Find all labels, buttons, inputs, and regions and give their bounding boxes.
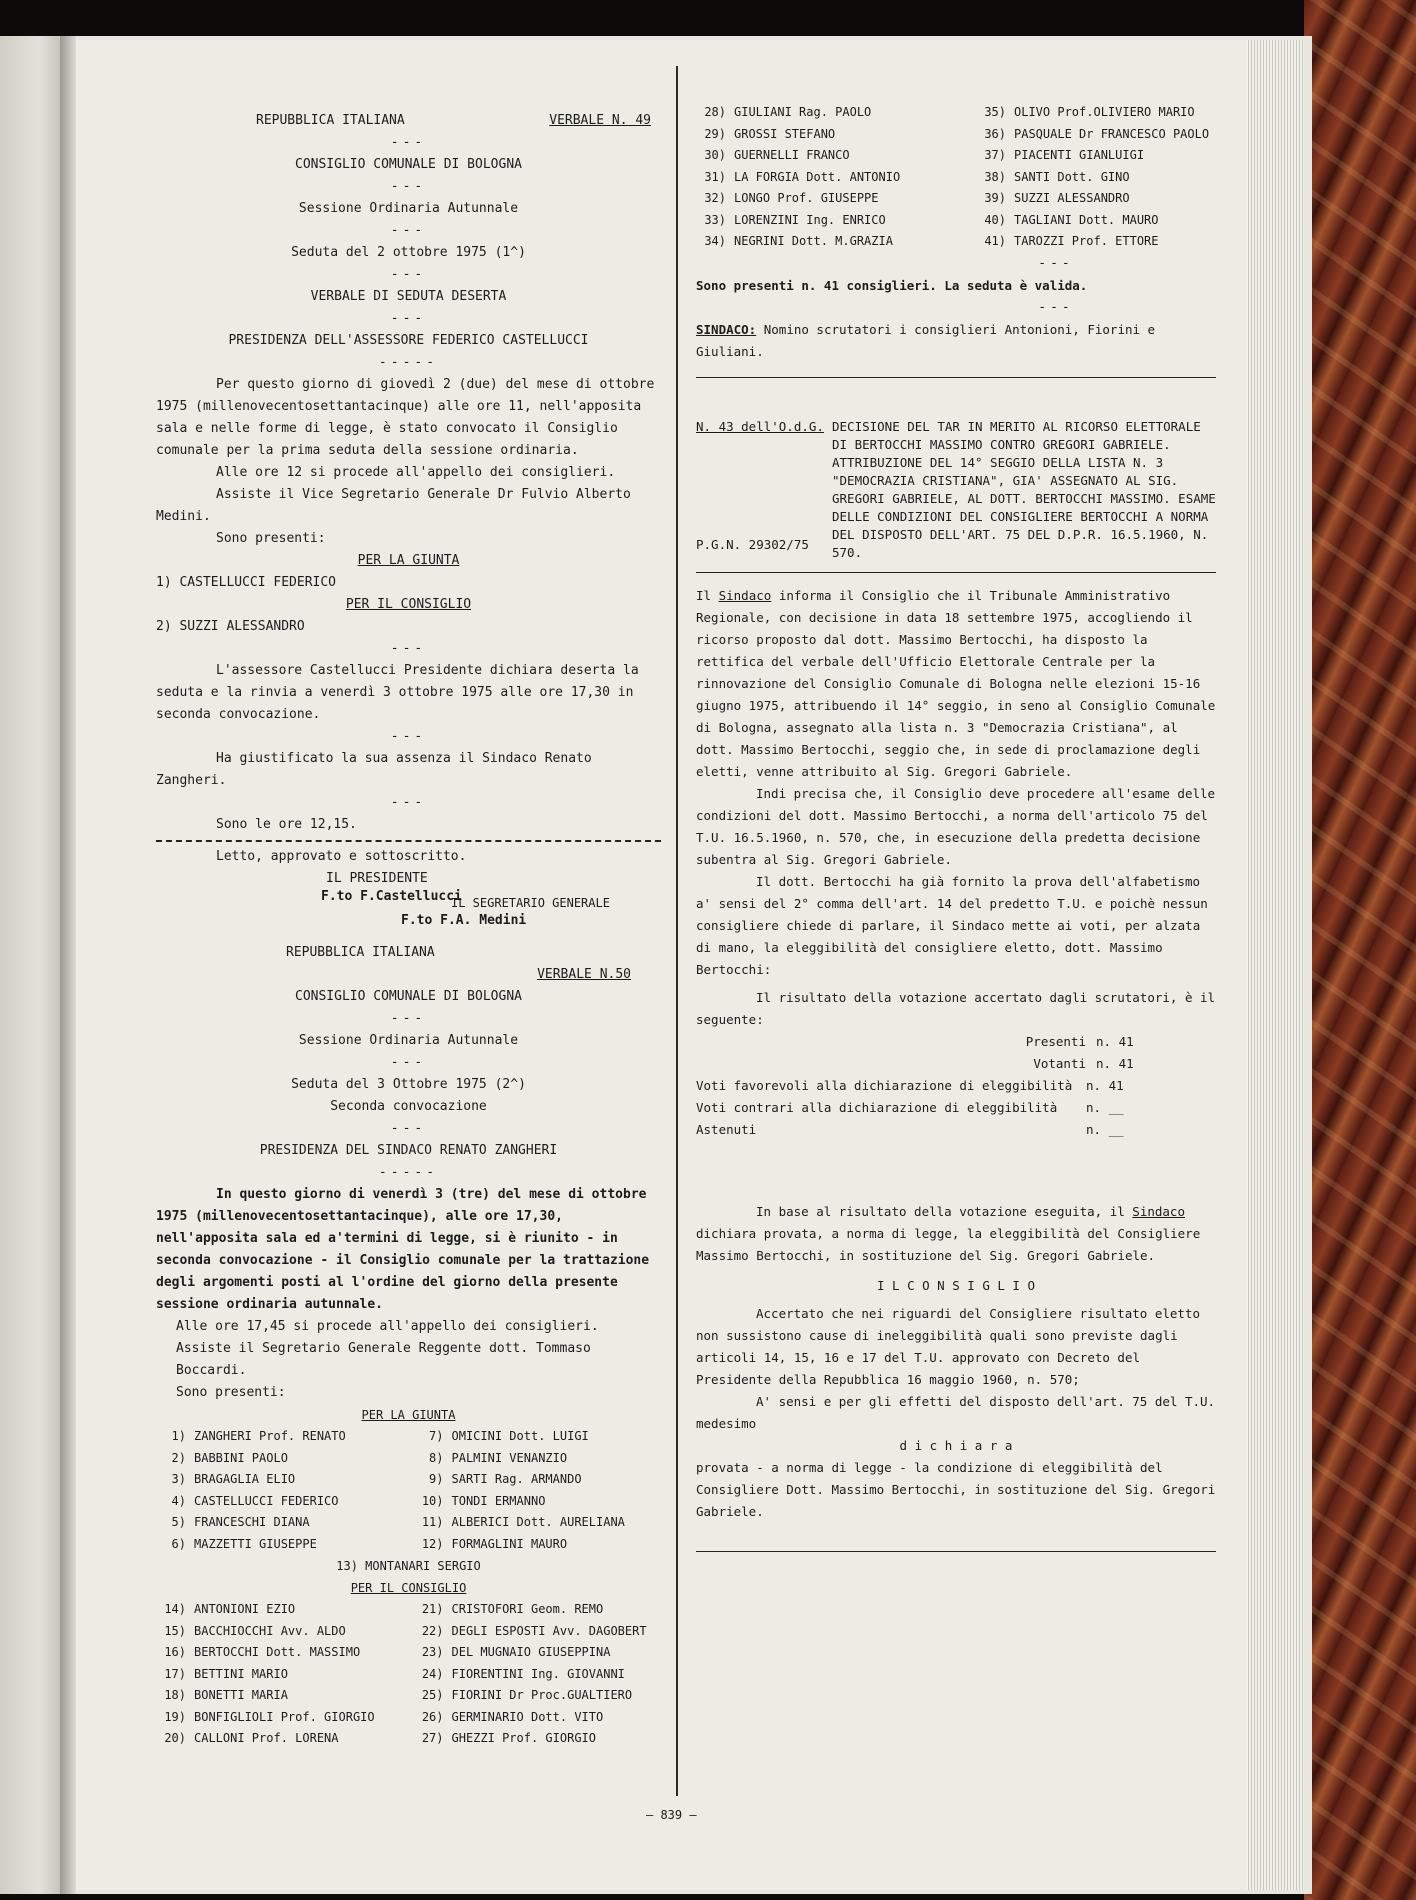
list-item-number: 25) xyxy=(421,1688,444,1702)
list-item xyxy=(156,1512,404,1534)
list-item xyxy=(156,1426,404,1448)
list-item xyxy=(414,1599,662,1621)
list-item-name: DEGLI ESPOSTI Avv. DAGOBERT xyxy=(451,1623,647,1638)
list-item xyxy=(414,1491,662,1513)
list-item-name: BONFIGLIOLI Prof. GIORGIO xyxy=(194,1709,375,1724)
list-item-number: 27) xyxy=(421,1731,444,1745)
list-item xyxy=(696,102,966,124)
list-item-number: 1) xyxy=(171,1429,186,1443)
list-item-number: 34) xyxy=(704,234,726,248)
list-item-number: 10) xyxy=(421,1493,444,1508)
sindaco-label: SINDACO: xyxy=(696,321,757,337)
signature-block xyxy=(156,868,661,934)
vote-count: n. 41 xyxy=(1096,1033,1134,1049)
agenda-text: DECISIONE DEL TAR IN MERITO AL RICORSO ELETTORALE DI BERTOCCHI MASSIMO CONTRO GREGORI GABRIELE. ATTRIBUZIONE DEL 14° SEGGIO DELLA LISTA N. 3 "DEMOCRAZIA CRISTIANA", GIA' ASSEGNATO AL SIG. GREGORI GABRIELE, AL DOTT. BERTOCCHI MASSIMO. ESAME DELLE CONDIZIONI DEL CONSIGLIERE BERTOCCHI A NORMA DEL DISPOSTO DELL'ART. 75 DEL D.P.R. 16.5.1960, N. 570. xyxy=(832,418,1216,560)
list-item-number: 33) xyxy=(704,212,726,227)
list-item-name: CALLONI Prof. LORENA xyxy=(194,1731,339,1745)
list-item xyxy=(976,167,1216,189)
list-item xyxy=(156,1685,404,1707)
list-item xyxy=(976,102,1216,124)
list-item xyxy=(414,1534,662,1556)
list-item-number: 20) xyxy=(164,1731,186,1745)
list-item-name: OMICINI Dott. LUIGI xyxy=(451,1429,589,1443)
paragraph: provata - a norma di legge - la condizione di eleggibilità del Consigliere Dott. Massimo Bertocchi, in sostituzione del Sig. Gregori Gabriele. xyxy=(696,1459,1216,1519)
list-item xyxy=(156,1664,404,1686)
list-item-name: FRANCESCHI DIANA xyxy=(194,1515,310,1529)
list-item-name: MAZZETTI GIUSEPPE xyxy=(194,1536,317,1551)
list-item xyxy=(156,1642,404,1664)
list-item xyxy=(976,231,1216,253)
vote-row xyxy=(696,1119,1216,1141)
republic-heading: REPUBBLICA ITALIANA xyxy=(286,945,435,960)
page-stack-edges xyxy=(1246,40,1304,1890)
list-item-number: 5) xyxy=(171,1515,186,1529)
list-item-name: SARTI Rag. ARMANDO xyxy=(451,1472,582,1486)
vote-label: Astenuti xyxy=(696,1121,757,1137)
list-item-name: GERMINARIO Dott. VITO xyxy=(451,1709,604,1724)
list-item-name: BRAGAGLIA ELIO xyxy=(194,1472,296,1486)
list-item xyxy=(976,188,1216,210)
list-item xyxy=(976,145,1216,167)
verbale-number: VERBALE N.50 xyxy=(537,967,631,982)
list-item-name: PIACENTI GIANLUIGI xyxy=(1014,148,1145,162)
vote-row xyxy=(696,1075,1216,1097)
list-item: 2) SUZZI ALESSANDRO xyxy=(156,619,305,634)
consiglio-label: PER IL CONSIGLIO xyxy=(345,597,472,612)
paragraph: In questo giorno di venerdì 3 (tre) del mese di ottobre 1975 (millenovecentosettantacinque), alle ore 17,30, nell'apposita sala ed a'termini di legge, si è riunito - in seconda convocazione - il Consiglio comunale per la trattazione degli argomenti posti al l'ordine del giorno della presente sessione ordinaria autunnale. xyxy=(156,1187,650,1312)
list-item xyxy=(696,124,966,146)
presidency-heading: PRESIDENZA DEL SINDACO RENATO ZANGHERI xyxy=(259,1143,558,1158)
list-item xyxy=(414,1426,662,1448)
list-item-number: 28) xyxy=(704,105,726,119)
list-item-name: NEGRINI Dott. M.GRAZIA xyxy=(734,234,893,248)
book-gutter xyxy=(60,36,76,1894)
vote-row xyxy=(696,1053,1216,1075)
list-item-number: 12) xyxy=(421,1536,444,1551)
right-column: 28) GIULIANI Rag. PAOLO 35) OLIVO Prof.OLIVIERO MARIO 29) GROSSI STEFANO 36) PASQUALE Dr FRANCESCO PAOLO 30) GUERNELLI FRANCO 37) PIACENTI GIANLUIGI 31) LA FORGIA Dott. ANTONIO 38) SANTI Dott. GINO 32) LONGO Prof. GIUSEPPE 39) SUZZI ALESSANDRO 33) LORENZINI Ing. ENRICO 40) TAGLIANI Dott. MAURO 34) NEGRINI Dott. M.GRAZIA 41) TAROZZI Prof. ETTORE --- Sono presenti n. 41 consiglieri. La seduta è valida. --- SINDACO: Nomino scrutatori i consiglieri Antonioni, Fiorini e Giuliani. N. 43 dell'O.d.G. P.G.N. 29302/75 DECISIONE DEL TAR IN MERITO AL RICORSO ELETTORALE DI BERTOCCHI MASSIMO CONTRO GREGORI GABRIELE. ATTRIBUZIONE DEL 14° SEGGIO DELLA LISTA N. 3 "DEMOCRAZIA CRISTIANA", GIA' ASSEGNATO AL SIG. GREGORI GABRIELE, AL DOTT. BERTOCCHI MASSIMO. ESAME DELLE CONDIZIONI DEL CONSIGLIERE BERTOCCHI A NORMA DEL DISPOSTO DELL'ART. 75 DEL D.P.R. 16.5.1960, N. 570. Il Sindaco informa il Consiglio che il Tribunale Amministrativo Regionale, con decisione in data 18 settembre 1975, accogliendo il ricorso proposto dal dott. Massimo Bertocchi, ha disposto la rettifica del verbale dell'Ufficio Elettorale Centrale per la rinnovazione del Consiglio Comunale di Bologna nelle elezioni 15-16 giugno 1975, attribuendo il 14° seggio, in seno al Consiglio Comunale di Bologna, assegnato alla lista n. 3 "Democrazia Cristiana", al dott. Massimo Bertocchi, seggio che, in sede di proclamazione degli eletti, venne attribuito al Sig. Gregori Gabriele. Indi precisa che, il Consiglio deve procedere all'esame delle condizioni del dott. Massimo Bertocchi, a norma dell'articolo 75 del T.U. 16.5.1960, n. 570, che, in esecuzione della predetta decisione subentra al Sig. Gregori Gabriele. Il dott. Bertocchi ha già fornito la prova dell'alfabetismo a' sensi del 2° comma dell'art. 14 del predetto T.U. e poichè nessun consigliere chiede di parlare, il Sindaco mette ai voti, per alzata di mano, la eleggibilità del consigliere eletto, dott. Massimo Bertocchi: Il risultato della votazione accertato dagli scrutatori, è il seguente: Presenti n. 41 Votanti n. 41 Voti favorevoli alla dichiarazione di eleggibilità n. 41 Voti contrari alla dichiarazione di eleggibilità n. __ Astenuti n. __ In base al risultato della votazione eseguita, il Sindaco dichiara provata, a norma di legge, la eleggibilità del Consigliere Massimo Bertocchi, in sostituzione del Sig. Gregori Gabriele. I L C O N S I G L I O Accertato che nei riguardi del Consigliere risultato eletto non sussistono cause di ineleggibilità quali sono previste dagli articoli 14, 15, 16 e 17 del T.U. approvato con Decreto del Presidente della Repubblica 16 maggio 1960, n. 570; A' sensi e per gli effetti del disposto dell'art. 75 del T.U. medesimo d i c h i a r a provata - a norma di legge - la condizione di eleggibilità del Consigliere Dott. Massimo Bertocchi, in sostituzione del Sig. Gregori Gabriele. xyxy=(696,102,1216,1562)
sindaco-statement xyxy=(696,319,1216,363)
list-item-number: 19) xyxy=(164,1709,186,1724)
consiglio-list xyxy=(156,1599,661,1750)
paragraph: Il Sindaco informa il Consiglio che il Tribunale Amministrativo Regionale, con decisione in data 18 settembre 1975, accogliendo il ricorso proposto dal dott. Massimo Bertocchi, ha disposto la rettifica del verbale dell'Ufficio Elettorale Centrale per la rinnovazione del Consiglio Comunale di Bologna nelle elezioni 15-16 giugno 1975, attribuendo il 14° seggio, in seno al Consiglio Comunale di Bologna, assegnato alla lista n. 3 "Democrazia Cristiana", al dott. Massimo Bertocchi, seggio che, in sede di proclamazione degli eletti, venne attribuito al Sig. Gregori Gabriele. xyxy=(696,587,1216,779)
list-item xyxy=(156,1491,404,1513)
list-item-name: CASTELLUCCI FEDERICO xyxy=(194,1493,339,1508)
list-item-name: LORENZINI Ing. ENRICO xyxy=(734,212,886,227)
paragraph: A' sensi e per gli effetti del disposto dell'art. 75 del T.U. medesimo xyxy=(696,1393,1216,1431)
list-item-number: 9) xyxy=(429,1472,444,1486)
list-item-name: FIORENTINI Ing. GIOVANNI xyxy=(451,1666,625,1681)
present-label: Sono presenti: xyxy=(216,531,326,546)
previous-page-edge xyxy=(0,36,66,1894)
list-item-number: 8) xyxy=(429,1450,444,1465)
paragraph: Alle ore 17,45 si procede all'appello dei consiglieri. xyxy=(176,1319,599,1334)
paragraph: In base al risultato della votazione eseguita, il Sindaco dichiara provata, a norma di legge, la eleggibilità del Consigliere Massimo Bertocchi, in sostituzione del Sig. Gregori Gabriele. xyxy=(696,1203,1201,1263)
list-item-name: TONDI ERMANNO xyxy=(451,1493,546,1508)
vote-count: n. 41 xyxy=(1086,1077,1124,1093)
list-item-name: FIORINI Dr Proc.GUALTIERO xyxy=(451,1688,633,1702)
paragraph: Per questo giorno di giovedì 2 (due) del mese di ottobre 1975 (millenovecentosettantacinque) alle ore 11, nell'apposita sala e nelle forme di legge, è stato convocato il Consiglio comunale per la prima seduta della sessione ordinaria. xyxy=(156,377,655,458)
list-item xyxy=(156,1599,404,1621)
list-item-number: 2) xyxy=(171,1450,186,1465)
giunta-list xyxy=(156,1426,661,1555)
sindaco-ref: Sindaco xyxy=(718,587,772,603)
paragraph: Alle ore 12 si procede all'appello dei consiglieri. xyxy=(216,465,616,480)
list-item xyxy=(414,1664,662,1686)
list-item-number: 31) xyxy=(704,169,726,184)
list-item-name: LA FORGIA Dott. ANTONIO xyxy=(734,169,901,184)
vote-count: n. __ xyxy=(1086,1099,1124,1115)
list-item-name: TAROZZI Prof. ETTORE xyxy=(1014,234,1159,248)
paragraph: Il dott. Bertocchi ha già fornito la prova dell'alfabetismo a' sensi del 2° comma dell'art. 14 del predetto T.U. e poichè nessun consigliere chiede di parlare, il Sindaco mette ai voti, per alzata di mano, la eleggibilità del consigliere eletto, dott. Massimo Bertocchi: xyxy=(696,873,1208,977)
marbled-cover xyxy=(1304,0,1416,1900)
paragraph: Accertato che nei riguardi del Consigliere risultato eletto non sussistono cause di ineleggibilità quali sono previste dagli articoli 14, 15, 16 e 17 del T.U. approvato con Decreto del Presidente della Repubblica 16 maggio 1960, n. 570; xyxy=(696,1305,1201,1387)
vote-row xyxy=(696,1097,1216,1119)
list-item-name: ZANGHERI Prof. RENATO xyxy=(194,1429,346,1443)
validity-statement: Sono presenti n. 41 consiglieri. La seduta è valida. xyxy=(696,277,1088,293)
list-item xyxy=(696,231,966,253)
vote-label: Voti favorevoli alla dichiarazione di eleggibilità xyxy=(696,1077,1073,1093)
list-item: 1) CASTELLUCCI FEDERICO xyxy=(156,575,337,590)
paragraph: Letto, approvato e sottoscritto. xyxy=(216,849,467,864)
list-item-name: GIULIANI Rag. PAOLO xyxy=(734,105,872,119)
list-item-number: 39) xyxy=(984,191,1006,205)
agenda-item xyxy=(696,418,1216,562)
list-item-number: 21) xyxy=(421,1602,444,1616)
list-item xyxy=(976,124,1216,146)
list-item-name: ALBERICI Dott. AURELIANA xyxy=(451,1515,625,1529)
republic-heading: REPUBBLICA ITALIANA xyxy=(256,113,405,128)
list-item-name: BABBINI PAOLO xyxy=(194,1450,288,1465)
list-item xyxy=(696,145,966,167)
list-item-number: 23) xyxy=(421,1645,444,1659)
present-label: Sono presenti: xyxy=(176,1385,286,1400)
page-number: – 839 – xyxy=(646,1808,697,1822)
paragraph: L'assessore Castellucci Presidente dichiara deserta la seduta e la rinvia a venerdì 3 ottobre 1975 alle ore 17,30 in seconda convocazione. xyxy=(156,663,639,722)
vote-label: Presenti xyxy=(1025,1033,1086,1049)
list-item xyxy=(414,1685,662,1707)
list-item-number: 26) xyxy=(421,1709,444,1724)
il-consiglio-heading: I L C O N S I G L I O xyxy=(876,1277,1036,1293)
list-item xyxy=(156,1448,404,1470)
list-item xyxy=(696,210,966,232)
list-item-number: 24) xyxy=(421,1666,444,1681)
vote-label: Votanti xyxy=(1033,1055,1086,1071)
vote-row xyxy=(696,1031,1216,1053)
column-divider xyxy=(676,66,678,1796)
list-item xyxy=(414,1707,662,1729)
list-item-number: 38) xyxy=(984,169,1006,184)
list-item xyxy=(156,1469,404,1491)
list-item-name: ANTONIONI EZIO xyxy=(194,1602,296,1616)
president-signature: F.to F.Castellucci xyxy=(321,889,462,904)
list-item-number: 3) xyxy=(171,1472,186,1486)
list-item-number: 6) xyxy=(171,1536,186,1551)
vote-count: n. __ xyxy=(1086,1121,1124,1137)
list-item-name: OLIVO Prof.OLIVIERO MARIO xyxy=(1014,105,1195,119)
vote-label: Voti contrari alla dichiarazione di eleggibilità xyxy=(696,1099,1058,1115)
list-item-number: 4) xyxy=(171,1493,186,1508)
session-heading: Sessione Ordinaria Autunnale xyxy=(298,1033,519,1048)
verbale-title: VERBALE DI SEDUTA DESERTA xyxy=(310,289,507,304)
list-item-name: GUERNELLI FRANCO xyxy=(734,148,850,162)
list-item-name: CRISTOFORI Geom. REMO xyxy=(451,1602,604,1616)
paragraph: Indi precisa che, il Consiglio deve procedere all'esame delle condizioni del dott. Massimo Bertocchi, a norma dell'articolo 75 del T.U. 16.5.1960, n. 570, che, in esecuzione della predetta decisione subentra al Sig. Gregori Gabriele. xyxy=(696,785,1216,867)
session-date: Seduta del 3 Ottobre 1975 (2^) xyxy=(291,1077,526,1092)
sindaco-ref: Sindaco xyxy=(1132,1203,1185,1219)
giunta-label: PER LA GIUNTA xyxy=(357,553,460,568)
secretary-title: IL SEGRETARIO GENERALE xyxy=(451,896,610,910)
list-item-name: TAGLIANI Dott. MAURO xyxy=(1014,212,1159,227)
list-item-name: GROSSI STEFANO xyxy=(734,126,836,141)
list-item-number: 14) xyxy=(164,1602,186,1616)
agenda-number: N. 43 dell'O.d.G. xyxy=(696,418,824,434)
list-item-name: BETTINI MARIO xyxy=(194,1666,288,1681)
paragraph: Il risultato della votazione accertato dagli scrutatori, è il seguente: xyxy=(696,989,1216,1027)
list-item-number: 32) xyxy=(704,191,726,205)
dashed-separator xyxy=(156,840,661,842)
list-item-name: PASQUALE Dr FRANCESCO PAOLO xyxy=(1014,126,1210,141)
secretary-signature: F.to F.A. Medini xyxy=(401,913,527,928)
left-column: REPUBBLICA ITALIANA VERBALE N. 49 --- CONSIGLIO COMUNALE DI BOLOGNA --- Sessione Ordinaria Autunnale --- Seduta del 2 ottobre 1975 (1^) --- VERBALE DI SEDUTA DESERTA --- PRESIDENZA DELL'ASSESSORE FEDERICO CASTELLUCCI ----- Per questo giorno di giovedì 2 (due) del mese di ottobre 1975 (millenovecentosettantacinque) alle ore 11, nell'apposita sala e nelle forme di legge, è stato convocato il Consiglio comunale per la prima seduta della sessione ordinaria. Alle ore 12 si procede all'appello dei consiglieri. Assiste il Vice Segretario Generale Dr Fulvio Alberto Medini. Sono presenti: PER LA GIUNTA 1) CASTELLUCCI FEDERICO PER IL CONSIGLIO 2) SUZZI ALESSANDRO --- L'assessore Castellucci Presidente dichiara deserta la seduta e la rinvia a venerdì 3 ottobre 1975 alle ore 17,30 in seconda convocazione. --- Ha giustificato la sua assenza il Sindaco Renato Zangheri. --- Sono le ore 12,15. Letto, approvato e sottoscritto. IL PRESIDENTE F.to F.Castellucci IL SEGRETARIO GENERALE F.to F.A. Medini REPUBBLICA ITALIANA VERBALE N.50 CONSIGLIO COMUNALE DI BOLOGNA --- Sessione Ordinaria Autunnale --- Seduta del 3 Ottobre 1975 (2^) Seconda convocazione --- PRESIDENZA DEL SINDACO RENATO ZANGHERI ----- In questo giorno di venerdì 3 (tre) del mese di ottobre 1975 (millenovecentosettantacinque), alle ore 17,30, nell'apposita sala ed a'termini di legge, si è riunito - in seconda convocazione - il Consiglio comunale per la trattazione degli argomenti posti al l'ordine del giorno della presente sessione ordinaria autunnale. Alle ore 17,45 si procede all'appello dei consiglieri. Assiste il Segretario Generale Reggente dott. Tommaso Boccardi. Sono presenti: PER LA GIUNTA 1) ZANGHERI Prof. RENATO 7) OMICINI Dott. LUIGI 2) BABBINI PAOLO 8) PALMINI VENANZIO 3) BRAGAGLIA ELIO 9) SARTI Rag. ARMANDO 4) CASTELLUCCI FEDERICO 10) TONDI ERMANNO 5) FRANCESCHI DIANA 11) ALBERICI Dott. AURELIANA 6) MAZZETTI GIUSEPPE 12) FORMAGLINI MAURO 13) MONTANARI SERGIO PER IL CONSIGLIO 14) ANTONIONI EZIO 21) CRISTOFORI Geom. REMO 15) BACCHIOCCHI Avv. ALDO 22) DEGLI ESPOSTI Avv. DAGOBERT 16) BERTOCCHI Dott. MASSIMO 23) DEL MUGNAIO GIUSEPPINA 17) BETTINI MARIO 24) FIORENTINI Ing. GIOVANNI 18) BONETTI MARIA 25) FIORINI Dr Proc.GUALTIERO 19) BONFIGLIOLI Prof. GIORGIO 26) GERMINARIO Dott. VITO 20) CALLONI Prof. LORENA 27) GHEZZI Prof. GIORGIO xyxy=(156,110,661,1750)
list-item xyxy=(696,167,966,189)
president-title: IL PRESIDENTE xyxy=(326,871,428,886)
list-item xyxy=(414,1469,662,1491)
list-item-name: SANTI Dott. GINO xyxy=(1014,169,1130,184)
list-item-number: 16) xyxy=(164,1645,186,1659)
list-item xyxy=(156,1621,404,1643)
list-item-name: LONGO Prof. GIUSEPPE xyxy=(734,191,879,205)
presidency-heading: PRESIDENZA DELL'ASSESSORE FEDERICO CASTELLUCCI xyxy=(228,333,589,348)
list-item xyxy=(156,1534,404,1556)
list-item-name: BONETTI MARIA xyxy=(194,1688,288,1702)
paragraph: Ha giustificato la sua assenza il Sindaco Renato Zangheri. xyxy=(156,751,592,788)
list-item-name: PALMINI VENANZIO xyxy=(451,1450,568,1465)
consiglio-label: PER IL CONSIGLIO xyxy=(350,1581,467,1595)
list-item-number: 40) xyxy=(984,212,1006,227)
list-item-number: 15) xyxy=(164,1623,186,1638)
list-item-number: 7) xyxy=(429,1429,444,1443)
verbale-50-header xyxy=(156,942,661,964)
session-heading: Sessione Ordinaria Autunnale xyxy=(298,201,519,216)
list-item-number: 35) xyxy=(984,105,1006,119)
list-item xyxy=(696,188,966,210)
giunta-label: PER LA GIUNTA xyxy=(361,1408,456,1422)
council-heading: CONSIGLIO COMUNALE DI BOLOGNA xyxy=(295,989,522,1004)
list-item xyxy=(156,1707,404,1729)
list-item-number: 18) xyxy=(164,1688,186,1702)
list-item xyxy=(414,1621,662,1643)
list-item-number: 37) xyxy=(984,148,1006,162)
council-heading: CONSIGLIO COMUNALE DI BOLOGNA xyxy=(295,157,522,172)
list-item-number: 29) xyxy=(704,126,726,141)
list-item-name: GHEZZI Prof. GIORGIO xyxy=(451,1731,596,1745)
list-item xyxy=(414,1512,662,1534)
consiglio-list-continued xyxy=(696,102,1216,253)
list-item-name: BERTOCCHI Dott. MASSIMO xyxy=(194,1645,361,1659)
list-item-name: SUZZI ALESSANDRO xyxy=(1014,191,1130,205)
list-item: 13) MONTANARI SERGIO xyxy=(336,1559,481,1573)
document-page xyxy=(76,40,1246,1890)
list-item-number: 22) xyxy=(421,1623,444,1638)
list-item-number: 11) xyxy=(421,1515,444,1529)
list-item-name: DEL MUGNAIO GIUSEPPINA xyxy=(451,1645,611,1659)
paragraph: Assiste il Segretario Generale Reggente dott. Tommaso Boccardi. xyxy=(176,1341,591,1378)
list-item-number: 30) xyxy=(704,148,726,162)
dichiara-heading: d i c h i a r a xyxy=(899,1437,1013,1453)
paragraph: Sono le ore 12,15. xyxy=(216,817,357,832)
pgn-number: P.G.N. 29302/75 xyxy=(696,536,809,552)
verbale-number: VERBALE N. 49 xyxy=(549,113,651,128)
sindaco-text: Nomino scrutatori i consiglieri Antonioni, Fiorini e Giuliani. xyxy=(696,321,1156,359)
list-item xyxy=(156,1728,404,1750)
list-item-number: 41) xyxy=(984,234,1006,248)
convocation-label: Seconda convocazione xyxy=(330,1099,487,1114)
list-item-name: FORMAGLINI MAURO xyxy=(451,1536,568,1551)
list-item xyxy=(414,1448,662,1470)
paragraph: Assiste il Vice Segretario Generale Dr Fulvio Alberto Medini. xyxy=(156,487,631,524)
vote-results xyxy=(696,1031,1216,1141)
vote-count: n. 41 xyxy=(1096,1055,1134,1071)
verbale-49-header xyxy=(156,110,661,132)
list-item-number: 17) xyxy=(164,1666,186,1681)
list-item-number: 36) xyxy=(984,126,1006,141)
list-item xyxy=(976,210,1216,232)
list-item-name: BACCHIOCCHI Avv. ALDO xyxy=(194,1623,346,1638)
list-item xyxy=(414,1728,662,1750)
list-item xyxy=(414,1642,662,1664)
session-date: Seduta del 2 ottobre 1975 (1^) xyxy=(291,245,526,260)
